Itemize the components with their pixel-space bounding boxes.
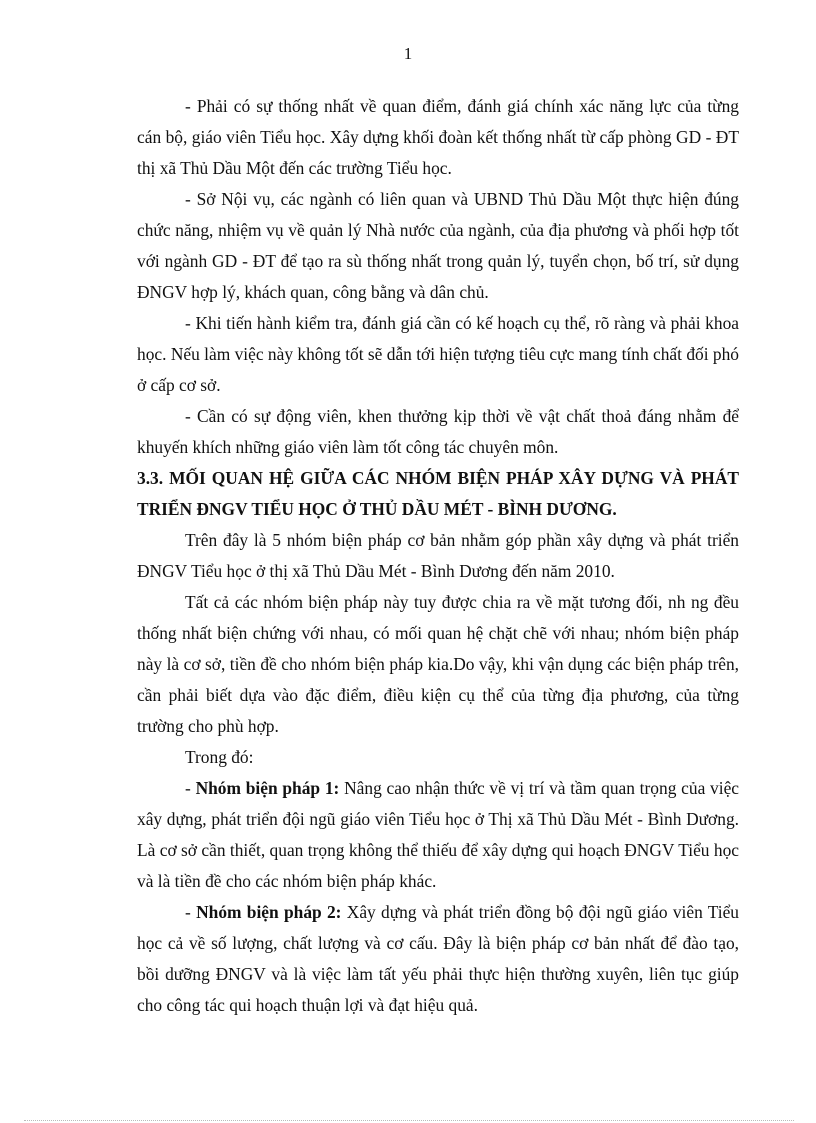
paragraph-summary: Trên đây là 5 nhóm biện pháp cơ bản nhằm góp phần xây dựng và phát triển ĐNGV Tiểu học ở thị xã Thủ Dầu Mét - Bình Dương đến năm 2010. <box>137 530 739 581</box>
group-2-prefix: - <box>185 902 197 922</box>
page-number: 1 <box>403 44 413 63</box>
paragraph-group-1 <box>137 773 739 897</box>
group-2-text: Xây dựng và phát triển đồng bộ đội ngũ giáo viên Tiểu học cả về số lượng, chất lượng và cơ cấu. Đây là biện pháp cơ bản nhất để đào tạo, bồi dưỡng ĐNGV và là việc làm tất yếu phải thực hiện thường xuyên, liên tục giúp cho công tác qui hoạch thuận lợi và đạt hiệu quả. <box>137 902 740 1015</box>
group-1-label: Nhóm biện pháp 1: <box>195 778 340 798</box>
document-body <box>137 91 739 1021</box>
paragraph-relationship: Tất cả các nhóm biện pháp này tuy được chia ra về mặt tương đối, nh ng đều thống nhất biện chứng với nhau, có mối quan hệ chặt chẽ với nhau; nhóm biện pháp này là cơ sở, tiền đề cho nhóm biện pháp kia.Do vậy, khi vận dụng các biện pháp trên, cần phải biết dựa vào đặc điểm, điều kiện cụ thể của từng địa phương, của từng trường cho phù hợp. <box>137 592 739 736</box>
page-bottom-rule <box>24 1120 794 1121</box>
group-1-prefix: - <box>185 778 196 798</box>
group-1-text: Nâng cao nhận thức về vị trí và tầm quan trọng của việc xây dựng, phát triển đội ngũ giáo viên Tiểu học ở Thị xã Thủ Dầu Mét - Bình Dương. Là cơ sở cần thiết, quan trọng không thể thiếu để xây dựng qui hoạch ĐNGV Tiểu học và là tiền đề cho các nhóm biện pháp khác. <box>137 778 740 891</box>
paragraph-consensus: - Phải có sự thống nhất về quan điểm, đánh giá chính xác năng lực của từng cán bộ, giáo viên Tiểu học. Xây dựng khối đoàn kết thống nhất từ cấp phòng GD - ĐT thị xã Thủ Dầu Một đến các trường Tiểu học. <box>137 96 739 178</box>
paragraph-group-2 <box>137 897 739 1021</box>
paragraph-inspection: - Khi tiến hành kiểm tra, đánh giá cần có kế hoạch cụ thể, rõ ràng và phải khoa học. Nếu làm việc này không tốt sẽ dẫn tới hiện tượng tiêu cực mang tính chất đối phó ở cấp cơ sở. <box>137 313 739 395</box>
section-heading: 3.3. MỐI QUAN HỆ GIỮA CÁC NHÓM BIỆN PHÁP XÂY DỰNG VÀ PHÁT TRIỂN ĐNGV TIỂU HỌC Ở THỦ DẦU MÉT - BÌNH DƯƠNG. <box>137 468 739 519</box>
paragraph-intro: Trong đó: <box>185 747 254 767</box>
paragraph-rewards: - Cần có sự động viên, khen thưởng kịp thời về vật chất thoả đáng nhằm để khuyến khích những giáo viên làm tốt công tác chuyên môn. <box>137 406 739 457</box>
paragraph-coordination: - Sở Nội vụ, các ngành có liên quan và UBND Thủ Dầu Một thực hiện đúng chức năng, nhiệm vụ về quản lý Nhà nước của ngành, của địa phương và phối hợp tốt với ngành GD - ĐT để tạo ra sù thống nhất trong quản lý, tuyển chọn, bố trí, sử dụng ĐNGV hợp lý, khách quan, công bằng và dân chủ. <box>137 189 739 302</box>
group-2-label: Nhóm biện pháp 2: <box>196 902 342 922</box>
